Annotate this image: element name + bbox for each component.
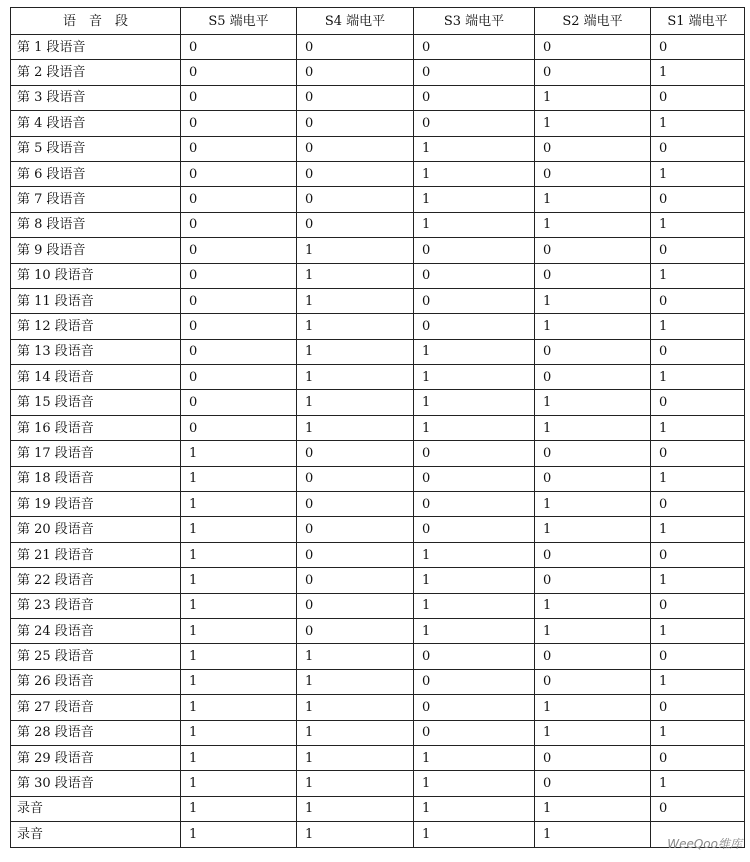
s2-cell: 1	[535, 212, 651, 237]
s2-cell: 1	[535, 796, 651, 821]
header-s4-level: S4 端电平	[297, 8, 414, 35]
s2-cell: 1	[535, 822, 651, 847]
table-row	[11, 111, 745, 136]
table-row	[11, 441, 745, 466]
segment-cell: 第 15 段语音	[11, 390, 181, 415]
s2-cell: 1	[535, 593, 651, 618]
s5-cell: 0	[181, 339, 297, 364]
s4-cell: 1	[297, 415, 414, 440]
segment-cell: 第 25 段语音	[11, 644, 181, 669]
table-row	[11, 618, 745, 643]
s3-cell: 1	[414, 771, 535, 796]
table-row	[11, 492, 745, 517]
s1-cell: 1	[651, 618, 745, 643]
s1-cell: 0	[651, 492, 745, 517]
s5-cell: 0	[181, 238, 297, 263]
s5-cell: 1	[181, 669, 297, 694]
s2-cell: 1	[535, 517, 651, 542]
s1-cell: 1	[651, 365, 745, 390]
s3-cell: 0	[414, 263, 535, 288]
s3-cell: 1	[414, 593, 535, 618]
s2-cell: 1	[535, 415, 651, 440]
s3-cell: 1	[414, 365, 535, 390]
table-row	[11, 771, 745, 796]
s5-cell: 0	[181, 35, 297, 60]
s2-cell: 0	[535, 161, 651, 186]
s3-cell: 1	[414, 339, 535, 364]
speech-segment-level-table	[10, 7, 745, 848]
s3-cell: 1	[414, 136, 535, 161]
s4-cell: 1	[297, 745, 414, 770]
s5-cell: 1	[181, 771, 297, 796]
s2-cell: 0	[535, 542, 651, 567]
s4-cell: 0	[297, 85, 414, 110]
s5-cell: 0	[181, 60, 297, 85]
s4-cell: 0	[297, 542, 414, 567]
s4-cell: 0	[297, 161, 414, 186]
segment-cell: 第 21 段语音	[11, 542, 181, 567]
s3-cell: 0	[414, 288, 535, 313]
header-row	[11, 8, 745, 35]
s1-cell: 1	[651, 60, 745, 85]
segment-cell: 第 12 段语音	[11, 314, 181, 339]
s1-cell: 0	[651, 35, 745, 60]
segment-cell: 第 28 段语音	[11, 720, 181, 745]
table-row	[11, 415, 745, 440]
s5-cell: 1	[181, 517, 297, 542]
s3-cell: 0	[414, 492, 535, 517]
table-row	[11, 238, 745, 263]
table-row	[11, 466, 745, 491]
s2-cell: 1	[535, 720, 651, 745]
s3-cell: 0	[414, 517, 535, 542]
table-row	[11, 263, 745, 288]
s4-cell: 1	[297, 796, 414, 821]
table-row	[11, 365, 745, 390]
s5-cell: 0	[181, 111, 297, 136]
s4-cell: 0	[297, 568, 414, 593]
s5-cell: 1	[181, 568, 297, 593]
s3-cell: 1	[414, 161, 535, 186]
s5-cell: 1	[181, 745, 297, 770]
s2-cell: 1	[535, 695, 651, 720]
segment-cell: 录音	[11, 796, 181, 821]
s3-cell: 0	[414, 720, 535, 745]
s5-cell: 1	[181, 822, 297, 847]
s1-cell: 1	[651, 161, 745, 186]
table-row	[11, 187, 745, 212]
table-row	[11, 745, 745, 770]
table-row	[11, 542, 745, 567]
table-row	[11, 212, 745, 237]
s3-cell: 0	[414, 669, 535, 694]
s1-cell: 1	[651, 314, 745, 339]
table-row	[11, 669, 745, 694]
s3-cell: 0	[414, 644, 535, 669]
s1-cell: 0	[651, 441, 745, 466]
s1-cell: 0	[651, 593, 745, 618]
s2-cell: 0	[535, 669, 651, 694]
segment-cell: 第 7 段语音	[11, 187, 181, 212]
s2-cell: 1	[535, 390, 651, 415]
s3-cell: 0	[414, 238, 535, 263]
table-row	[11, 720, 745, 745]
s5-cell: 1	[181, 796, 297, 821]
segment-cell: 第 19 段语音	[11, 492, 181, 517]
table-row	[11, 593, 745, 618]
table-row	[11, 314, 745, 339]
s4-cell: 1	[297, 238, 414, 263]
s1-cell: 1	[651, 415, 745, 440]
s3-cell: 1	[414, 618, 535, 643]
s5-cell: 0	[181, 85, 297, 110]
s5-cell: 1	[181, 644, 297, 669]
s4-cell: 1	[297, 822, 414, 847]
segment-cell: 第 4 段语音	[11, 111, 181, 136]
segment-cell: 第 6 段语音	[11, 161, 181, 186]
s2-cell: 0	[535, 771, 651, 796]
s4-cell: 0	[297, 136, 414, 161]
s5-cell: 0	[181, 136, 297, 161]
s3-cell: 1	[414, 415, 535, 440]
segment-cell: 第 10 段语音	[11, 263, 181, 288]
s2-cell: 0	[535, 35, 651, 60]
s4-cell: 0	[297, 466, 414, 491]
segment-cell: 第 20 段语音	[11, 517, 181, 542]
s4-cell: 1	[297, 390, 414, 415]
s4-cell: 1	[297, 288, 414, 313]
s4-cell: 1	[297, 695, 414, 720]
table-row	[11, 644, 745, 669]
s5-cell: 1	[181, 542, 297, 567]
s3-cell: 1	[414, 212, 535, 237]
s5-cell: 1	[181, 618, 297, 643]
s2-cell: 1	[535, 618, 651, 643]
table-body	[11, 35, 745, 848]
s5-cell: 0	[181, 288, 297, 313]
s2-cell: 1	[535, 288, 651, 313]
table-row	[11, 161, 745, 186]
s4-cell: 1	[297, 365, 414, 390]
table-row	[11, 339, 745, 364]
table-row	[11, 390, 745, 415]
s1-cell: 0	[651, 542, 745, 567]
s1-cell: 1	[651, 212, 745, 237]
s1-cell: 0	[651, 695, 745, 720]
segment-cell: 第 13 段语音	[11, 339, 181, 364]
s3-cell: 0	[414, 441, 535, 466]
segment-cell: 第 1 段语音	[11, 35, 181, 60]
table-row	[11, 85, 745, 110]
s1-cell: 0	[651, 745, 745, 770]
s4-cell: 1	[297, 263, 414, 288]
s4-cell: 0	[297, 187, 414, 212]
s2-cell: 0	[535, 365, 651, 390]
s2-cell: 0	[535, 263, 651, 288]
segment-cell: 第 23 段语音	[11, 593, 181, 618]
header-s3-level: S3 端电平	[414, 8, 535, 35]
s2-cell: 1	[535, 85, 651, 110]
s2-cell: 0	[535, 441, 651, 466]
s1-cell: 1	[651, 568, 745, 593]
s3-cell: 0	[414, 314, 535, 339]
s2-cell: 0	[535, 745, 651, 770]
segment-cell: 第 26 段语音	[11, 669, 181, 694]
s5-cell: 1	[181, 466, 297, 491]
table-row	[11, 136, 745, 161]
segment-cell: 第 18 段语音	[11, 466, 181, 491]
s3-cell: 0	[414, 35, 535, 60]
s4-cell: 1	[297, 339, 414, 364]
s3-cell: 0	[414, 695, 535, 720]
s1-cell: 0	[651, 390, 745, 415]
s1-cell: 0	[651, 85, 745, 110]
table-row	[11, 796, 745, 821]
s3-cell: 0	[414, 85, 535, 110]
s1-cell: 0	[651, 339, 745, 364]
s2-cell: 0	[535, 466, 651, 491]
s5-cell: 0	[181, 365, 297, 390]
segment-cell: 第 2 段语音	[11, 60, 181, 85]
s2-cell: 0	[535, 644, 651, 669]
s4-cell: 1	[297, 669, 414, 694]
s5-cell: 0	[181, 161, 297, 186]
segment-cell: 第 5 段语音	[11, 136, 181, 161]
s1-cell: 1	[651, 517, 745, 542]
s5-cell: 1	[181, 720, 297, 745]
s5-cell: 0	[181, 187, 297, 212]
segment-cell: 第 9 段语音	[11, 238, 181, 263]
s3-cell: 0	[414, 60, 535, 85]
s4-cell: 1	[297, 771, 414, 796]
s3-cell: 1	[414, 745, 535, 770]
s3-cell: 1	[414, 187, 535, 212]
s4-cell: 1	[297, 314, 414, 339]
watermark: WeeQoo维库	[667, 837, 742, 851]
s5-cell: 1	[181, 593, 297, 618]
s4-cell: 0	[297, 441, 414, 466]
s2-cell: 1	[535, 111, 651, 136]
table-row	[11, 60, 745, 85]
s2-cell: 1	[535, 492, 651, 517]
segment-cell: 第 29 段语音	[11, 745, 181, 770]
s3-cell: 1	[414, 796, 535, 821]
table-row	[11, 288, 745, 313]
s5-cell: 1	[181, 441, 297, 466]
s1-cell: 0	[651, 238, 745, 263]
segment-cell: 第 24 段语音	[11, 618, 181, 643]
s1-cell: 1	[651, 720, 745, 745]
s4-cell: 0	[297, 517, 414, 542]
segment-cell: 第 11 段语音	[11, 288, 181, 313]
header-s1-level: S1 端电平	[651, 8, 745, 35]
s2-cell: 1	[535, 187, 651, 212]
s4-cell: 1	[297, 644, 414, 669]
s5-cell: 0	[181, 314, 297, 339]
s1-cell: 0	[651, 136, 745, 161]
s2-cell: 0	[535, 238, 651, 263]
s5-cell: 0	[181, 212, 297, 237]
table-row	[11, 35, 745, 60]
s5-cell: 1	[181, 492, 297, 517]
s3-cell: 1	[414, 390, 535, 415]
s3-cell: 1	[414, 542, 535, 567]
s1-cell: 0	[651, 187, 745, 212]
s4-cell: 0	[297, 492, 414, 517]
segment-cell: 第 16 段语音	[11, 415, 181, 440]
table-row	[11, 695, 745, 720]
s5-cell: 1	[181, 695, 297, 720]
s1-cell: 0	[651, 796, 745, 821]
s4-cell: 0	[297, 212, 414, 237]
segment-cell: 录音	[11, 822, 181, 847]
segment-cell: 第 3 段语音	[11, 85, 181, 110]
s2-cell: 0	[535, 339, 651, 364]
segment-cell: 第 8 段语音	[11, 212, 181, 237]
s4-cell: 1	[297, 720, 414, 745]
header-s5-level: S5 端电平	[181, 8, 297, 35]
s1-cell: 1	[651, 771, 745, 796]
s1-cell: 1	[651, 111, 745, 136]
s2-cell: 1	[535, 314, 651, 339]
table-row	[11, 822, 745, 847]
s3-cell: 0	[414, 466, 535, 491]
segment-cell: 第 22 段语音	[11, 568, 181, 593]
s3-cell: 1	[414, 822, 535, 847]
s3-cell: 1	[414, 568, 535, 593]
s2-cell: 0	[535, 136, 651, 161]
table-row	[11, 517, 745, 542]
segment-cell: 第 30 段语音	[11, 771, 181, 796]
s2-cell: 0	[535, 60, 651, 85]
s1-cell: 0	[651, 644, 745, 669]
s5-cell: 0	[181, 263, 297, 288]
s4-cell: 0	[297, 111, 414, 136]
segment-cell: 第 17 段语音	[11, 441, 181, 466]
s4-cell: 0	[297, 593, 414, 618]
s5-cell: 0	[181, 415, 297, 440]
header-segment: 语 音 段	[11, 8, 181, 35]
segment-cell: 第 27 段语音	[11, 695, 181, 720]
s2-cell: 0	[535, 568, 651, 593]
header-s2-level: S2 端电平	[535, 8, 651, 35]
s1-cell: 1	[651, 669, 745, 694]
s3-cell: 0	[414, 111, 535, 136]
s4-cell: 0	[297, 35, 414, 60]
s5-cell: 0	[181, 390, 297, 415]
table-row	[11, 568, 745, 593]
s1-cell: 1	[651, 466, 745, 491]
s1-cell: 0	[651, 288, 745, 313]
s4-cell: 0	[297, 618, 414, 643]
segment-cell: 第 14 段语音	[11, 365, 181, 390]
s1-cell: 1	[651, 263, 745, 288]
s4-cell: 0	[297, 60, 414, 85]
